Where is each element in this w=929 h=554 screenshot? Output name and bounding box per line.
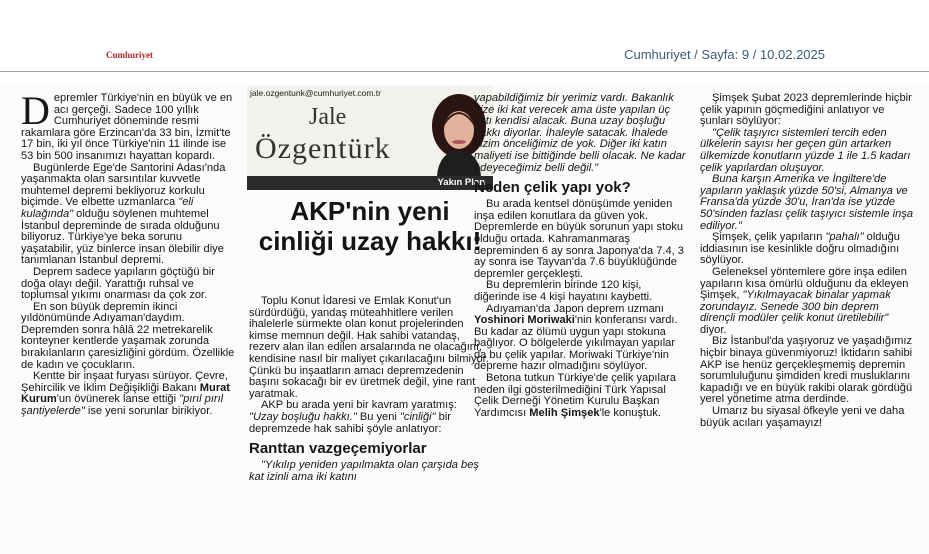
paragraph: Geleneksel yöntemlere göre inşa edilen yapıların kısa ömürlü olduğunu da ekleyen Şimşek, "Yıkılmayacak binalar yapmak zorundayız. Senede 300 bin deprem dirençli modüler çelik konut üretilebilir" diyor. [700, 265, 909, 336]
author-last-name: Özgentürk [255, 132, 391, 165]
author-first-name: Jale [309, 104, 347, 130]
subheading: Neden çelik yapı yok? [474, 179, 631, 197]
column-name: Yakın Plan [437, 177, 485, 188]
paragraph: Şimşek Şubat 2023 depremlerinde hiçbir çelik yapının göçmediğini anlatıyor ve şunları söylüyor: [700, 92, 912, 128]
article-column-3 [474, 93, 689, 419]
author-box [247, 86, 493, 190]
paragraph: Biz İstanbul'da yaşıyoruz ve yaşadığımız hiçbir binaya güvenmiyoruz! İktidarın sahibi AKP ise henüz gerçekleşmemiş depremin sorumluluğunu şimdiden kredi musluklarını kapadığı ve en büyük rakibi olarak gördüğü yerel yönetime atma derdinde. [700, 335, 913, 406]
article-headline: AKP'nin yeni cinliği uzay hakkı! [258, 196, 482, 256]
header-divider [0, 71, 929, 72]
paragraph: Deprem sadece yapıların göçtüğü bir doğa olayı değil. Yarattığı ruhsal ve toplumsal yıkımı onarması da çok zor. [21, 265, 215, 302]
paragraph: AKP bu arada yeni bir kavram yaratmış: "Uzay boşluğu hakkı." Bu yeni "cinliği" bir depremzede hak sahibi şöyle anlatıyor: [249, 399, 457, 435]
paragraph: Kentte bir inşaat furyası sürüyor. Çevre, Şehircilik ve İklim Değişikliği Bakanı Murat Kurum'un övünerek lanse ettiği "pırıl pırıl şantiyelerde" ise yeni sorunlar birikiyor. [21, 370, 230, 418]
paragraph: Betona tutkun Türkiye'de çelik yapılara neden ilgi gösterilmediğini Türk Yapısal Çelik Derneği Yönetim Kurulu Başkan Yardımcısı Melih Şimşek'le konuştuk. [474, 372, 676, 419]
column-name-plate [247, 176, 493, 190]
newspaper-logo: Cumhuriyet [106, 50, 153, 60]
paragraph: "Çelik taşıyıcı sistemleri tercih eden ülkelerin sayısı her geçen gün artarken ülkemizde konutların yüzde 1 ile 1.5 kadarı çelik yapılardan oluşuyor. [700, 126, 911, 174]
subheading: Ranttan vazgeçemiyorlar [249, 440, 427, 458]
article-column-2 [249, 296, 489, 483]
paragraph: Şimşek, çelik yapıların "pahalı" olduğu iddiasının ise kesinlikle doğru olmadığını söylüyor. [700, 231, 900, 267]
paragraph: "Yıkılıp yeniden yapılmakta olan çarşıda beş kat izinli ama iki katını [249, 459, 479, 483]
page-source-label: Cumhuriyet / Sayfa: 9 / 10.02.2025 [624, 47, 825, 62]
paragraph: Toplu Konut İdaresi ve Emlak Konut'un sürdürdüğü, yandaş müteahhitlere verilen ihalelerle sürmekte olan konut projelerinden kimse memnun değil. Hak sahibi vatandaş, rezerv alan ilan edilen arsalarında ne olacağını, kendisine nasıl bir maliyet çıkarılacağını bilmiyor. Çünkü bu inşaatların amacı depremzedenin başını sokacağı bir ev üretmek değil, yine rant yaratmak. [249, 295, 489, 400]
drop-cap: D [21, 88, 50, 133]
article-column-4 [700, 93, 914, 429]
paragraph: Umarız bu siyasal öfkeyle yeni ve daha büyük acıları yaşamayız! [700, 405, 905, 429]
paragraph: Bu depremlerin birinde 120 kişi, diğerinde ise 4 kişi hayatını kaybetti. [474, 279, 653, 303]
paragraph: En son büyük depremin ikinci yıldönümünde Adıyaman'daydım. Depremden sonra hâlâ 22 metrekarelik konteyner kentlerde yaşamak zorunda bırakılanların çaresizliğini gördüm. Özellikle de kadın ve çocukların. [21, 300, 235, 371]
paragraph: Depremler Türkiye'nin en büyük ve en acı gerçeği. Sadece 100 yıllık Cumhuriyet döneminde resmi rakamlara göre Erzincan'da 33 bin, İzmit'te 17 bin, iki yıl önce Türkiye'nin 11 ilinde ise 53 bin 500 insanımızı hayattan kopardı. [21, 88, 233, 162]
author-email: jale.ozgentunk@cumhuriyet.com.tr [250, 88, 381, 98]
paragraph: Bu arada kentsel dönüşümde yeniden inşa edilen konutlara da güven yok. Depremlerde en büyük sorunun yapı stoku olduğu ortada. Kahramanmaraş depreminden 6 ay sonra Japonya'da 7.4, 3 ay sonra ise Tayvan'da 7.6 büyüklüğünde depremler gerçekleşti. [474, 198, 684, 280]
page-header [0, 0, 929, 72]
paragraph: Adıyaman'da Japon deprem uzmanı Yoshinori Moriwaki'nin konferansı vardı. Bu kadar az ölümü uygun yapı stokuna bağlıyor. O bölgelerde yıkılmayan yapılar da bu çelik yapılar. Moriwaki Türkiye'nin depreme hazır olmadığını söylüyor. [474, 302, 678, 373]
article-column-1 [21, 88, 236, 418]
paragraph: yapabildiğimiz bir yerimiz vardı. Bakanlık bize iki kat verecek ama üste yapılan üç katı kendisi alacak. Buna uzay boşluğu hakkı diyorlar. İhaleyle satacak. İhalede bizim önceliğimiz de yok. Diğer iki katın maliyeti ise bittiğinde belli olacak. Ne kadar ödeyeceğimiz belli değil." [474, 92, 686, 174]
paragraph: Buna karşın Amerika ve İngiltere'de yapıların yaklaşık yüzde 50'si, Almanya ve Fransa'da yüzde 30'u, İran'da ise yüzde 50'sinden fazlası çelik taşıyıcı sistemle inşa ediliyor." [700, 173, 913, 232]
paragraph: Bugünlerde Ege'de Santorini Adası'nda yaşanmakta olan sarsıntılar kuvvetle muhtemel depremi bekliyoruz korkulu biçimde. Ve elbette uzmanlarca "eli kulağında" olduğu söylenen muhtemel İstanbul depreminde de sırada olduğunu biliyoruz. Türkiye'ye beka sorunu yaşatabilir, yüz binlerce insan ölebilir diye tanımlanan İstanbul depremi. [21, 161, 226, 267]
